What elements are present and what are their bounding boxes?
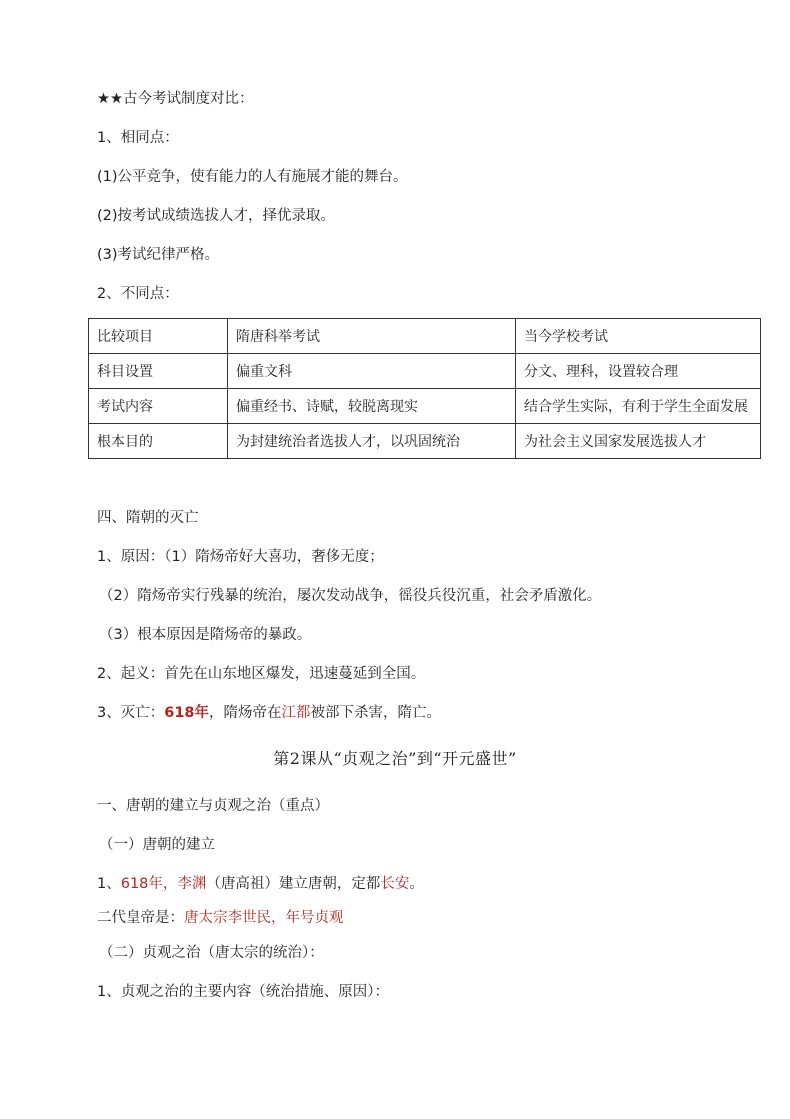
zhenguan-content-point: 1、贞观之治的主要内容（统治措施、原因）： bbox=[97, 984, 389, 1000]
table-row bbox=[89, 354, 761, 389]
table-cell: 科目设置 bbox=[89, 354, 228, 389]
same-point-3: (3)考试纪律严格。 bbox=[97, 247, 220, 263]
compare-heading: ★★古今考试制度对比： bbox=[97, 91, 254, 107]
founding-mid: （唐高祖）建立唐朝，定都 bbox=[206, 876, 381, 892]
tang-founding-subtitle: （一）唐朝的建立 bbox=[99, 837, 215, 853]
table-header-cell: 隋唐科举考试 bbox=[228, 319, 516, 354]
sui-fall-line bbox=[97, 703, 441, 723]
founding-capital: 长安 bbox=[380, 876, 410, 892]
table-cell: 结合学生实际，有利于学生全面发展 bbox=[516, 389, 761, 424]
lesson-title: 第2课从“贞观之治”到“开元盛世” bbox=[273, 749, 517, 768]
second-emperor-line bbox=[97, 908, 344, 928]
tang-part-1-title: 一、唐朝的建立与贞观之治（重点） bbox=[97, 798, 329, 814]
table-cell: 分文、理科，设置较合理 bbox=[516, 354, 761, 389]
founding-person: 李渊 bbox=[177, 876, 207, 892]
founding-prefix: 1、 bbox=[97, 876, 121, 892]
table-cell: 为封建统治者选拔人才，以巩固统治 bbox=[228, 424, 516, 459]
table-cell: 考试内容 bbox=[89, 389, 228, 424]
zhenguan-subtitle: （二）贞观之治（唐太宗的统治）： bbox=[99, 945, 324, 961]
sui-fall-prefix: 3、灭亡： bbox=[97, 705, 165, 721]
founding-year: 618年， bbox=[120, 876, 178, 892]
diff-points-title: 2、不同点： bbox=[97, 286, 179, 302]
tang-founding-line bbox=[97, 874, 424, 894]
sui-fall-title: 四、隋朝的灭亡 bbox=[97, 510, 199, 526]
sui-fall-suffix: 被部下杀害，隋亡。 bbox=[310, 705, 442, 721]
table-header-cell: 当今学校考试 bbox=[516, 319, 761, 354]
table-row bbox=[89, 424, 761, 459]
table-header-row bbox=[89, 319, 761, 354]
sui-fall-cause-3: （3）根本原因是隋炀帝的暴政。 bbox=[99, 627, 312, 643]
sui-fall-mid: ，隋炀帝在 bbox=[209, 705, 282, 721]
second-emperor: 唐太宗李世民，年号贞观 bbox=[184, 910, 344, 926]
table-cell: 根本目的 bbox=[89, 424, 228, 459]
table-cell: 偏重经书、诗赋，较脱离现实 bbox=[228, 389, 516, 424]
sui-fall-year: 618年 bbox=[164, 705, 210, 721]
same-points-title: 1、相同点： bbox=[97, 130, 179, 146]
founding-end: 。 bbox=[409, 876, 424, 892]
sui-fall-place: 江都 bbox=[281, 705, 311, 721]
sui-fall-cause-2: （2）隋炀帝实行残暴的统治，屡次发动战争，徭役兵役沉重，社会矛盾激化。 bbox=[99, 588, 602, 604]
comparison-table bbox=[88, 318, 761, 459]
same-point-2: (2)按考试成绩选拔人才，择优录取。 bbox=[97, 208, 336, 224]
table-header-cell: 比较项目 bbox=[89, 319, 228, 354]
same-point-1: (1)公平竞争，使有能力的人有施展才能的舞台。 bbox=[97, 169, 408, 185]
sui-uprising: 2、起义：首先在山东地区爆发，迅速蔓延到全国。 bbox=[97, 666, 426, 682]
table-cell: 偏重文科 bbox=[228, 354, 516, 389]
sui-fall-cause-1: 1、原因：（1）隋炀帝好大喜功，奢侈无度； bbox=[97, 549, 384, 565]
second-emperor-prefix: 二代皇帝是： bbox=[97, 910, 184, 926]
table-row bbox=[89, 389, 761, 424]
table-cell: 为社会主义国家发展选拔人才 bbox=[516, 424, 761, 459]
